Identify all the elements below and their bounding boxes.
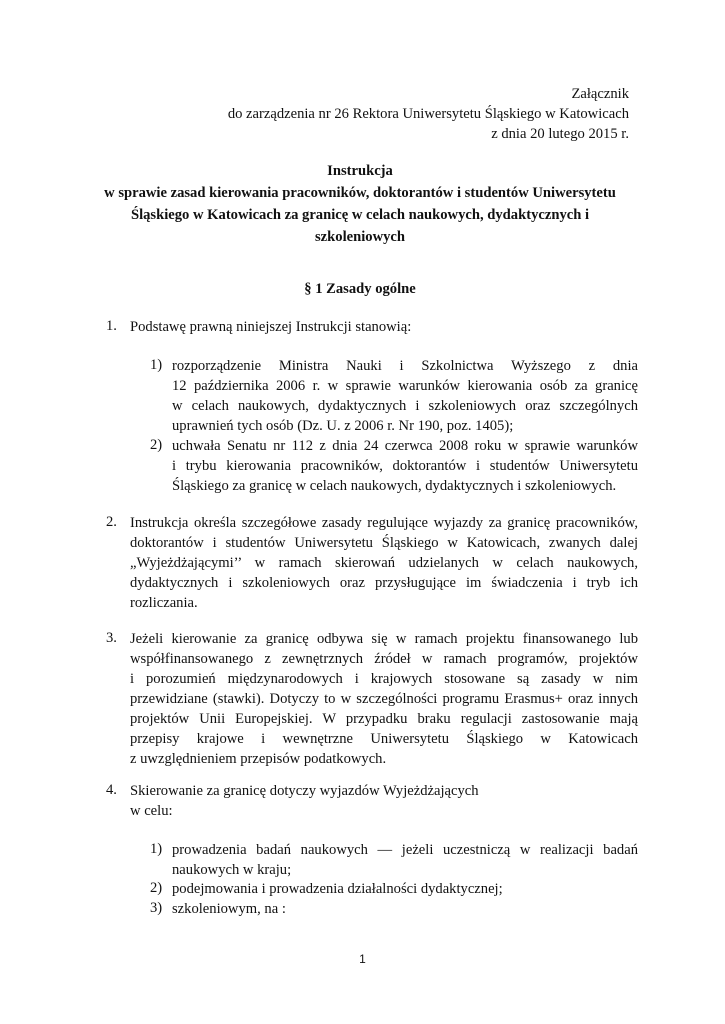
- sub-item-number: 2): [150, 437, 163, 453]
- attachment-line-3: z dnia 20 lutego 2015 r.: [491, 126, 629, 142]
- list-item: [106, 781, 638, 821]
- item-text-line: z uwzględnieniem przepisów podatkowych.: [130, 751, 387, 767]
- sub-list-item: [150, 879, 638, 899]
- item-text-line: w celu:: [130, 803, 173, 819]
- list-item: [106, 629, 638, 769]
- attachment-header: [228, 84, 629, 144]
- item-text-line: rozliczania.: [130, 595, 198, 611]
- title-line-2: w sprawie zasad kierowania pracowników, doktorantów i studentów Uniwersytetu: [104, 185, 616, 201]
- attachment-line-2: do zarządzenia nr 26 Rektora Uniwersytetu Śląskiego w Katowicach: [227, 106, 629, 122]
- list-item: [106, 317, 638, 337]
- item-text-line: Jeżeli kierowanie za granicę odbywa się w ramach projektu finansowanego lub: [130, 631, 638, 647]
- item-number: 2.: [106, 514, 117, 530]
- sub-item-text-line: rozporządzenie Ministra Nauki i Szkolnictwa Wyższego z dnia: [172, 358, 638, 374]
- sub-item-text-line: Śląskiego za granicę w celach naukowych, dydaktycznych i szkoleniowych.: [172, 478, 617, 494]
- section-heading: § 1 Zasady ogólne: [304, 281, 416, 297]
- page-number: 1: [359, 952, 366, 966]
- title-line-3: Śląskiego w Katowicach za granicę w celach naukowych, dydaktycznych i: [130, 207, 590, 223]
- item-number: 4.: [106, 782, 117, 798]
- item-text-line: przepisy krajowe i wewnętrzne Uniwersytetu Śląskiego w Katowicach: [130, 731, 638, 747]
- list-item: [106, 513, 638, 613]
- item-text-line: współfinansowanego z zewnętrznych źródeł w ramach programów, projektów: [130, 651, 638, 667]
- sub-item-number: 1): [150, 357, 163, 373]
- sub-list-item: [150, 899, 638, 919]
- item-text-line: Instrukcja określa szczegółowe zasady regulujące wyjazdy za granicę pracowników,: [130, 515, 638, 531]
- item-number: 3.: [106, 630, 117, 646]
- sub-item-text-line: podejmowania i prowadzenia działalności dydaktycznej;: [172, 881, 503, 897]
- sub-list-item: [150, 356, 638, 436]
- attachment-line-1: Załącznik: [571, 86, 629, 102]
- item-text-line: i porozumień międzynarodowych i krajowych stosowane są zasady w nim: [130, 671, 638, 687]
- item-text-line: doktorantów i studentów Uniwersytetu Śląskiego w Katowicach, zwanych dalej: [130, 535, 638, 551]
- item-text-line: Skierowanie za granicę dotyczy wyjazdów Wyjeżdżających: [130, 783, 479, 799]
- item-text-line: dydaktycznych i szkoleniowych oraz przysługujące im świadczenia i tryb ich: [130, 575, 638, 591]
- sub-item-text-line: i trybu kierowania pracowników, doktorantów i studentów Uniwersytetu: [172, 458, 638, 474]
- sub-item-text-line: naukowych w kraju;: [172, 862, 292, 878]
- sub-item-text-line: uchwała Senatu nr 112 z dnia 24 czerwca 2008 roku w sprawie warunków: [172, 438, 638, 454]
- title-line-1: Instrukcja: [327, 163, 393, 179]
- item-text-line: „Wyjeżdżającymi’’ w ramach skierowań udzielanych w celach naukowych,: [130, 555, 638, 571]
- sub-list-item: [150, 840, 638, 880]
- item-text-line: Podstawę prawną niniejszej Instrukcji stanowią:: [130, 319, 412, 335]
- document-title: [90, 160, 630, 248]
- sub-item-number: 3): [150, 900, 163, 916]
- item-text-line: przewidziane (stawki). Dotyczy to w szczególności programu Erasmus+ oraz innych: [130, 691, 638, 707]
- sub-item-text-line: szkoleniowym, na :: [172, 901, 286, 917]
- sub-list-item: [150, 436, 638, 496]
- item-number: 1.: [106, 318, 117, 334]
- sub-item-number: 2): [150, 880, 163, 896]
- sub-item-text-line: w celach naukowych, dydaktycznych i szkoleniowych oraz szczególnych: [172, 398, 638, 414]
- sub-item-text-line: uprawnień tych osób (Dz. U. z 2006 r. Nr 190, poz. 1405);: [172, 418, 514, 434]
- sub-item-text-line: prowadzenia badań naukowych — jeżeli uczestniczą w realizacji badań: [172, 842, 638, 858]
- title-line-4: szkoleniowych: [315, 229, 405, 245]
- sub-item-text-line: 12 października 2006 r. w sprawie warunków kierowania osób za granicę: [172, 378, 638, 394]
- sub-item-number: 1): [150, 841, 163, 857]
- item-text-line: projektów Unii Europejskiej. W przypadku braku regulacji zastosowanie mają: [130, 711, 638, 727]
